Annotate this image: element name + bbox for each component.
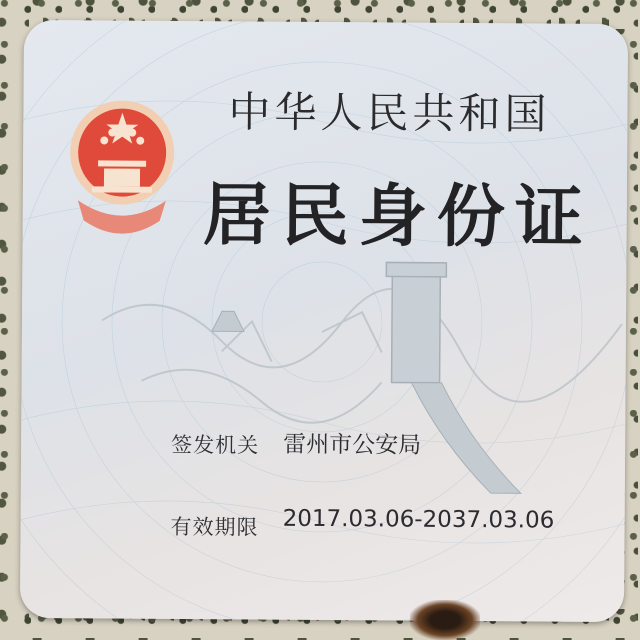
- national-emblem: [67, 80, 176, 257]
- validity-period-value: 2017.03.06-2037.03.06: [282, 505, 555, 534]
- burn-mark: [410, 600, 480, 640]
- document-type: 居民身份证: [202, 175, 594, 258]
- issuing-authority-value: 雷州市公安局: [283, 431, 422, 459]
- country-name: 中华人民共和国: [228, 87, 551, 139]
- issuing-authority-label: 签发机关: [171, 432, 260, 458]
- validity-label: 有效期限: [170, 514, 259, 540]
- id-card: [20, 20, 628, 622]
